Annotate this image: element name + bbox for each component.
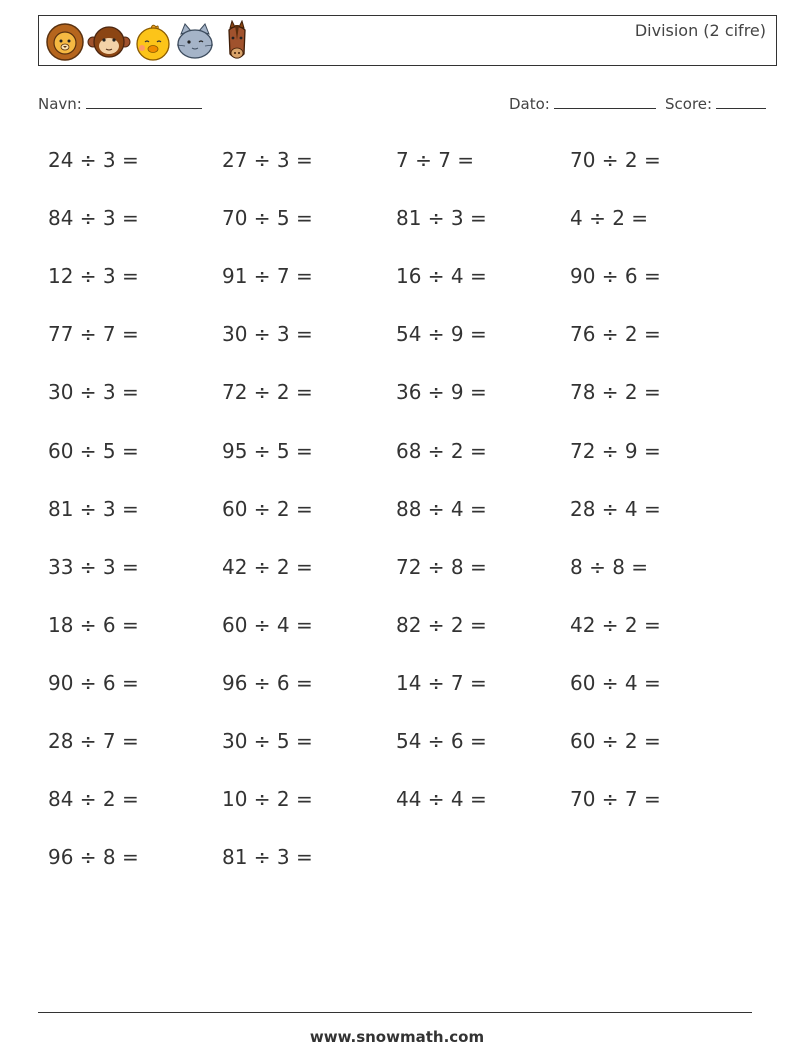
date-label: Dato:: [509, 95, 550, 113]
problem-item: 70 ÷ 2 =: [570, 148, 661, 172]
problem-item: 60 ÷ 5 =: [48, 439, 139, 463]
worksheet-title: Division (2 cifre): [634, 21, 766, 40]
problem-item: 60 ÷ 2 =: [222, 497, 313, 521]
problem-item: 81 ÷ 3 =: [48, 497, 139, 521]
problem-item: 30 ÷ 3 =: [48, 380, 139, 404]
problem-item: 30 ÷ 5 =: [222, 729, 313, 753]
problem-item: 72 ÷ 2 =: [222, 380, 313, 404]
problem-item: 44 ÷ 4 =: [396, 787, 487, 811]
name-field[interactable]: [38, 94, 202, 113]
problem-item: 90 ÷ 6 =: [48, 671, 139, 695]
footer-divider: [38, 1012, 752, 1013]
problem-item: 90 ÷ 6 =: [570, 264, 661, 288]
problem-item: 60 ÷ 4 =: [222, 613, 313, 637]
problem-item: 24 ÷ 3 =: [48, 148, 139, 172]
problem-item: 72 ÷ 9 =: [570, 439, 661, 463]
problem-item: 84 ÷ 2 =: [48, 787, 139, 811]
problem-item: 33 ÷ 3 =: [48, 555, 139, 579]
score-label: Score:: [665, 95, 713, 113]
problem-item: 10 ÷ 2 =: [222, 787, 313, 811]
problem-item: 54 ÷ 9 =: [396, 322, 487, 346]
name-label: Navn:: [38, 95, 82, 113]
score-field[interactable]: [665, 94, 766, 113]
worksheet-header: [38, 15, 777, 66]
problem-item: 70 ÷ 5 =: [222, 206, 313, 230]
date-blank[interactable]: [554, 94, 656, 109]
problem-item: 16 ÷ 4 =: [396, 264, 487, 288]
problem-item: 70 ÷ 7 =: [570, 787, 661, 811]
cat-icon: [175, 22, 215, 62]
problem-item: 96 ÷ 8 =: [48, 845, 139, 869]
problem-item: 76 ÷ 2 =: [570, 322, 661, 346]
problem-item: 36 ÷ 9 =: [396, 380, 487, 404]
lion-icon: [45, 22, 85, 62]
problem-item: 12 ÷ 3 =: [48, 264, 139, 288]
problem-item: 14 ÷ 7 =: [396, 671, 487, 695]
problem-item: 42 ÷ 2 =: [222, 555, 313, 579]
problem-item: 28 ÷ 4 =: [570, 497, 661, 521]
problem-item: 72 ÷ 8 =: [396, 555, 487, 579]
problem-item: 81 ÷ 3 =: [222, 845, 313, 869]
problem-item: 8 ÷ 8 =: [570, 555, 649, 579]
monkey-icon: [87, 22, 131, 62]
problem-item: 78 ÷ 2 =: [570, 380, 661, 404]
problem-item: 88 ÷ 4 =: [396, 497, 487, 521]
problem-item: 82 ÷ 2 =: [396, 613, 487, 637]
score-blank[interactable]: [716, 94, 766, 109]
problem-item: 96 ÷ 6 =: [222, 671, 313, 695]
problem-item: 30 ÷ 3 =: [222, 322, 313, 346]
problem-item: 95 ÷ 5 =: [222, 439, 313, 463]
problem-item: 60 ÷ 2 =: [570, 729, 661, 753]
animal-icons: [45, 20, 257, 64]
chick-icon: [133, 22, 173, 62]
problem-item: 28 ÷ 7 =: [48, 729, 139, 753]
horse-icon: [217, 20, 257, 64]
problem-item: 60 ÷ 4 =: [570, 671, 661, 695]
footer-website: www.snowmath.com: [309, 1028, 485, 1046]
problem-item: 68 ÷ 2 =: [396, 439, 487, 463]
problem-item: 77 ÷ 7 =: [48, 322, 139, 346]
problem-item: 18 ÷ 6 =: [48, 613, 139, 637]
problem-item: 91 ÷ 7 =: [222, 264, 313, 288]
problem-item: 54 ÷ 6 =: [396, 729, 487, 753]
problem-item: 81 ÷ 3 =: [396, 206, 487, 230]
problem-item: 7 ÷ 7 =: [396, 148, 475, 172]
problem-item: 42 ÷ 2 =: [570, 613, 661, 637]
problem-item: 4 ÷ 2 =: [570, 206, 649, 230]
problem-item: 84 ÷ 3 =: [48, 206, 139, 230]
name-blank[interactable]: [86, 94, 202, 109]
problem-item: 27 ÷ 3 =: [222, 148, 313, 172]
date-field[interactable]: [509, 94, 656, 113]
